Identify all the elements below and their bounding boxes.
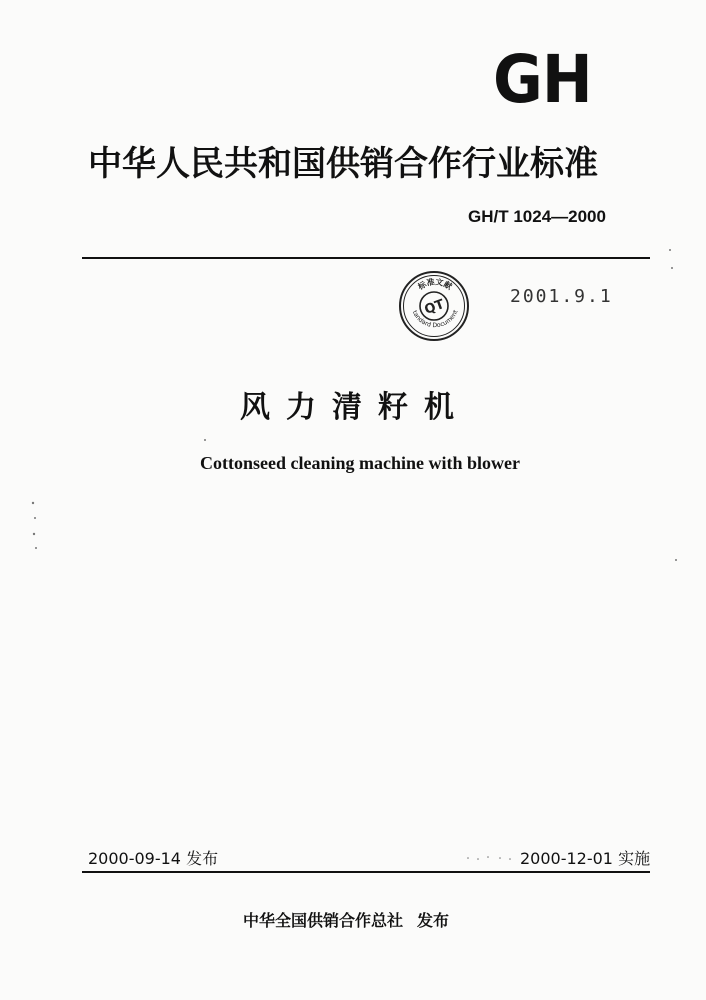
stamp-center-text: QT: [422, 296, 447, 318]
document-title-english: Cottonseed cleaning machine with blower: [200, 453, 520, 473]
top-divider: [82, 257, 650, 259]
organization-title: 中华人民共和国供销合作行业标准: [88, 144, 598, 184]
document-title-chinese: 风力清籽机: [240, 390, 470, 425]
standard-number: GH/T 1024—2000: [468, 207, 606, 226]
publisher-line: [243, 911, 503, 931]
publisher-name: 中华全国供销合作总社: [243, 911, 404, 930]
publisher-action: 发布: [417, 911, 450, 930]
standard-documents-stamp: [398, 270, 470, 342]
implementation-date: 2000-12-01 实施: [520, 849, 651, 868]
issue-date: 2000-09-14 发布: [88, 849, 219, 868]
stamp-top-text: 标准文献: [416, 277, 454, 292]
bottom-divider: [82, 871, 650, 873]
gh-logo: GH: [493, 41, 592, 118]
stamp-ring-text: tandard Document: [410, 309, 460, 330]
received-date-stamp: 2001.9.1: [510, 286, 613, 307]
